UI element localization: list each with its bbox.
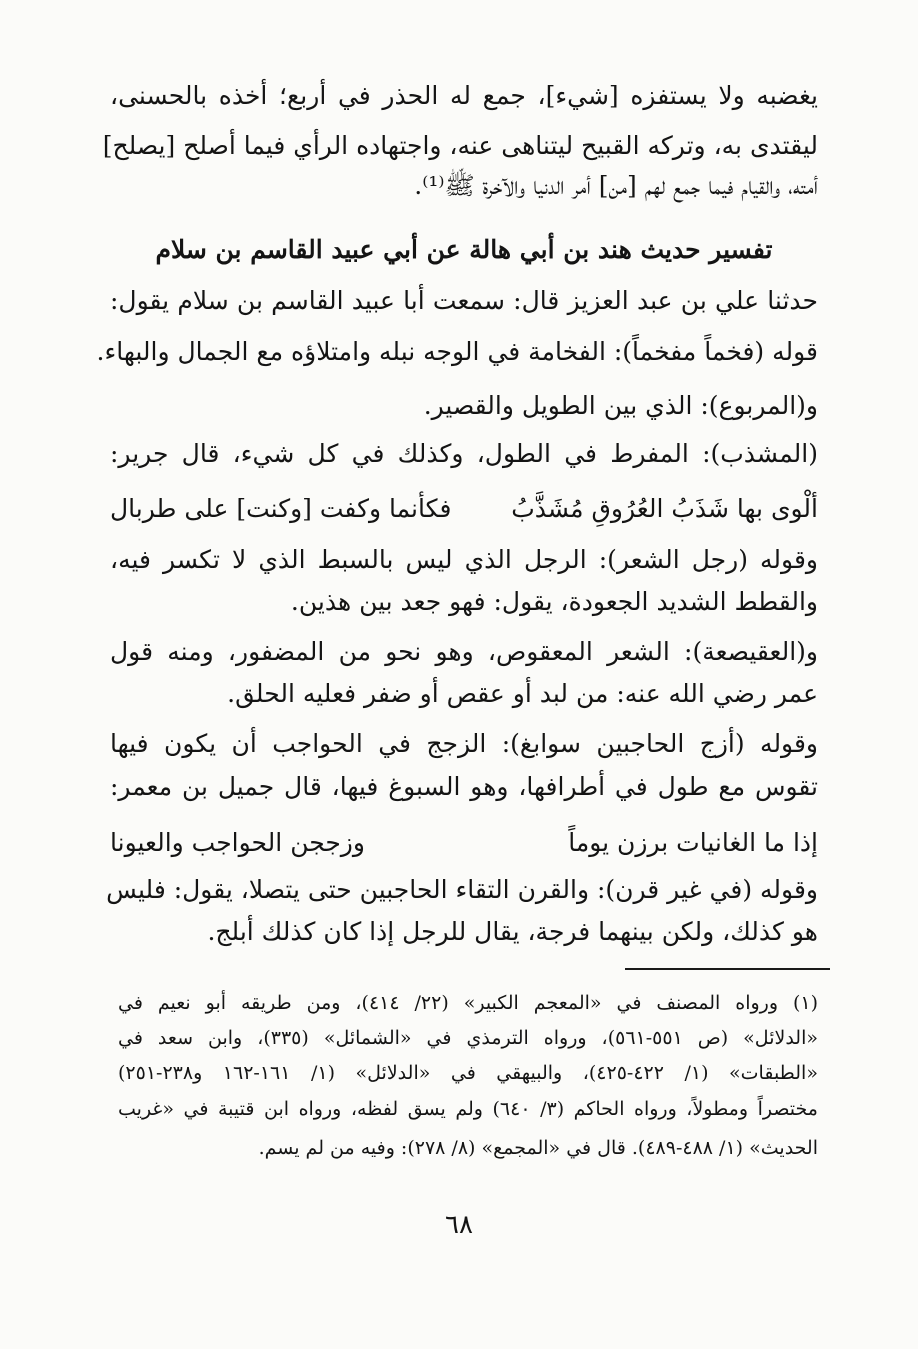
footnote-line: «الدلائل» (ص ٥٥١-٥٦١)، ورواه الترمذي في «الشمائل» (٣٣٥)، وابن سعد في bbox=[118, 1027, 818, 1049]
body-line: حدثنا علي بن عبد العزيز قال: سمعت أبا عبيد القاسم بن سلام يقول: bbox=[110, 286, 818, 315]
footnote-line: (١) ورواه المصنف في «المعجم الكبير» (٢٢/ ٤١٤)، ومن طريقه أبو نعيم في bbox=[118, 992, 818, 1014]
body-line: (المشذب): المفرط في الطول، وكذلك في كل شيء، قال جرير: bbox=[110, 439, 818, 468]
body-line: ليقتدى به، وتركه القبيح ليتناهى عنه، واجتهاده الرأي فيما أصلح [يصلح] bbox=[102, 131, 818, 160]
body-line: قوله (فخماً مفخماً): الفخامة في الوجه نبله وامتلاؤه مع الجمال والبهاء. bbox=[96, 337, 818, 366]
page-number: ٦٨ bbox=[445, 1210, 473, 1240]
verse-second-hemistich: وزججن الحواجب والعيونا bbox=[110, 827, 365, 857]
poetry-verse bbox=[110, 484, 818, 532]
body-line: والقطط الشديد الجعودة، يقول: فهو جعد بين هذين. bbox=[290, 587, 818, 616]
body-line: عمر رضي الله عنه: من لبد أو عقص أو ضفر فعليه الحلق. bbox=[227, 679, 818, 708]
body-line: هو كذلك، ولكن بينهما فرجة، يقال للرجل إذا كان كذلك أبلج. bbox=[207, 917, 818, 946]
verse-second-hemistich: فكأنما وكفت [وكنت] على طربال bbox=[110, 493, 452, 523]
section-heading: تفسير حديث هند بن أبي هالة عن أبي عبيد القاسم بن سلام bbox=[155, 235, 773, 264]
footnote-separator bbox=[625, 968, 830, 970]
body-line: أمته، والقيام فيما جمع لهم [من] أمر الدنيا والآخرة ﷺ⁽¹⁾. bbox=[414, 171, 818, 200]
body-line: وقوله (رجل الشعر): الرجل الذي ليس بالسبط الذي لا تكسر فيه، bbox=[110, 545, 818, 574]
body-line: تقوس مع طول في أطرافها، وهو السبوغ فيها، قال جميل بن معمر: bbox=[110, 772, 818, 801]
body-line: وقوله (في غير قرن): والقرن التقاء الحاجبين حتى يتصلا، يقول: فليس bbox=[106, 875, 818, 904]
verse-first-hemistich: إذا ما الغانيات برزن يوماً bbox=[568, 827, 818, 857]
verse-first-hemistich: ألْوى بها شَذَبُ العُرُوقِ مُشَذَّبُ bbox=[511, 493, 818, 523]
footnote-line: مختصراً ومطولاً، ورواه الحاكم (٣/ ٦٤٠) ولم يسق لفظه، ورواه ابن قتيبة في «غريب bbox=[118, 1098, 818, 1120]
body-line: يغضبه ولا يستفزه [شيء]، جمع له الحذر في أربع؛ أخذه بالحسنى، bbox=[110, 81, 818, 110]
body-line: وقوله (أزج الحاجبين سوابغ): الزجج في الحواجب أن يكون فيها bbox=[110, 729, 818, 758]
poetry-verse bbox=[110, 818, 818, 866]
footnote-line: «الطبقات» (١/ ٤٢٢-٤٢٥)، والبيهقي في «الدلائل» (١/ ١٦١-١٦٢ و٢٣٨-٢٥١) bbox=[118, 1062, 818, 1084]
body-line: و(العقيصعة): الشعر المعقوص، وهو نحو من المضفور، ومنه قول bbox=[110, 637, 818, 666]
footnote-line: الحديث» (١/ ٤٨٨-٤٨٩). قال في «المجمع» (٨/ ٢٧٨): وفيه من لم يسم. bbox=[258, 1137, 818, 1159]
body-line: و(المربوع): الذي بين الطويل والقصير. bbox=[423, 391, 818, 420]
